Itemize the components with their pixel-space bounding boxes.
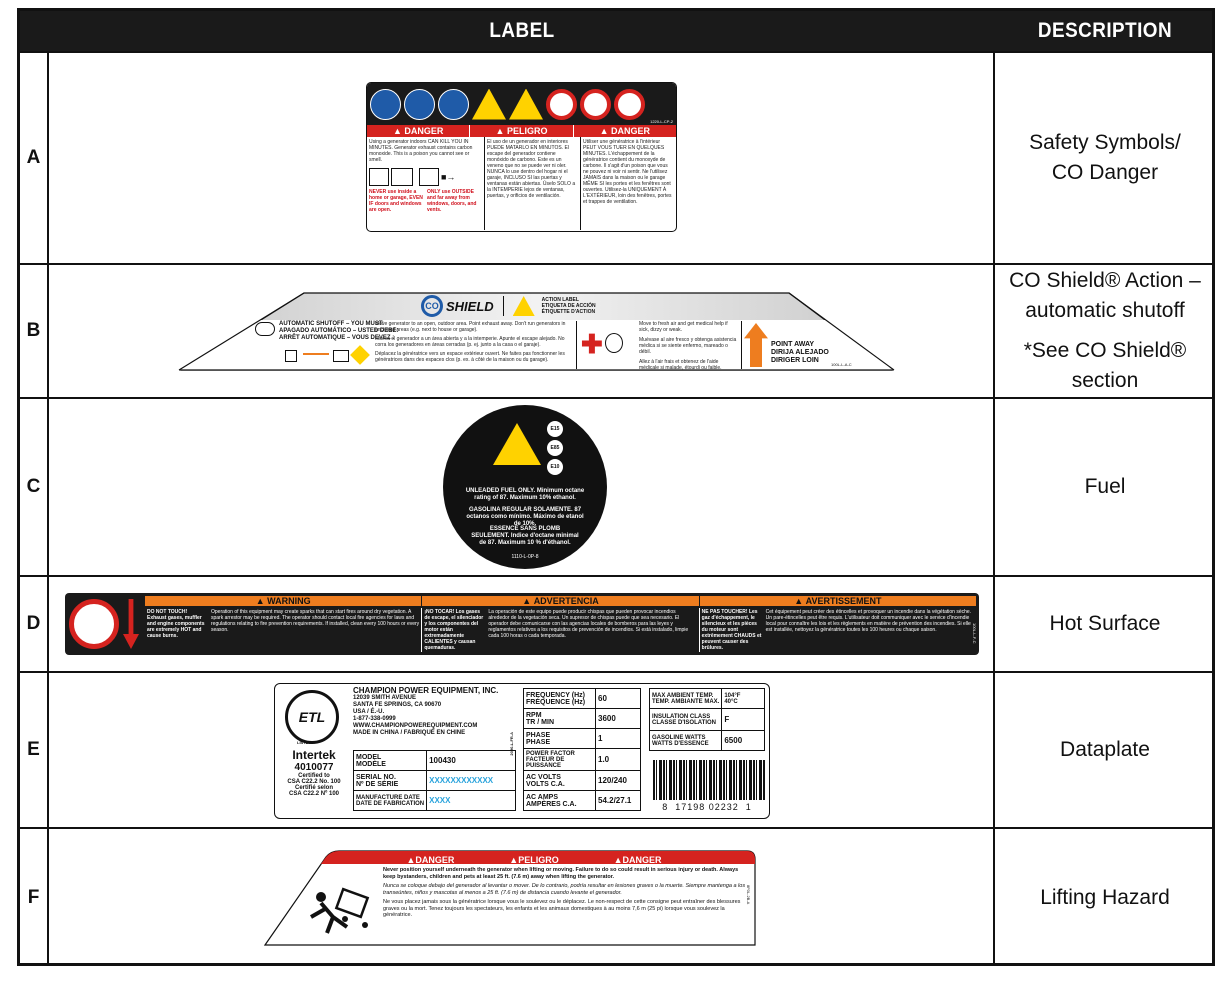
arrow-icon xyxy=(303,353,329,355)
transfer-switch-icon xyxy=(438,89,469,120)
row-letter: F xyxy=(20,829,49,966)
header-label: LABEL xyxy=(489,19,555,42)
header-description: DESCRIPTION xyxy=(1037,19,1173,42)
hot-surface-icon xyxy=(69,599,119,649)
never-text: NEVER use inside a home or garage, EVEN IF doors and windows are open. xyxy=(369,189,423,213)
read-manual-icon xyxy=(370,89,401,120)
model-value: 100430 xyxy=(427,751,516,771)
e15-badge: E15 xyxy=(547,421,563,437)
danger-column-fr xyxy=(581,137,676,230)
danger-header-text: PELIGRO xyxy=(518,855,559,865)
e10-badge: E10 xyxy=(547,459,563,475)
description-cell xyxy=(995,53,1215,263)
danger-header-es xyxy=(470,125,573,137)
warning-column-en xyxy=(145,608,422,652)
company-name: CHAMPION POWER EQUIPMENT, INC. xyxy=(353,686,499,695)
address-line: 1-877-338-0999 xyxy=(353,716,396,722)
help-es: Muévase al aire fresco y obtenga asistencia médica si se siente enfermo, mareado o débil. xyxy=(639,337,737,355)
lifting-hazard-icon xyxy=(307,887,377,937)
row-letter: C xyxy=(20,399,49,575)
warning-body-fr: Cet équipement peut créer des étincelles et provoquer un incendie dans la végétation sèche. Un pare-étincelles peut être requis. L'utilisateur doit communiquer avec le service d'incendie local pour connaître les lois et les règlements en matière de prévention des incendies. Si elle est installée, nettoyez la génératrice toutes les 100 heures ou chaque saison. xyxy=(765,609,972,633)
model-label: MODEL MODÈLE xyxy=(354,751,427,771)
divider xyxy=(576,321,577,369)
company-block xyxy=(353,686,498,737)
warning-body-en: Operation of this equipment may create sparks that can start fires around dry vegetation. A spark arrestor may be required. The operator should contact local fire agencies for laws and regulations relating to fire prevention requirements. If installed, clean every 100 hours or every season. xyxy=(211,609,420,633)
danger-text-en: Using a generator indoors CAN KILL YOU IN MINUTES. Generator exhaust contains carbon monoxide. This is a poison you cannot see or smell. xyxy=(369,139,473,163)
danger-header-text: DANGER xyxy=(415,855,455,865)
table-row-c xyxy=(20,397,1212,575)
warning-title-fr: NE PAS TOUCHER! Les gaz d'échappement, le silencieux et les pièces du moteur sont extrêmement CHAUDS et peuvent causer des brûlures. xyxy=(701,609,762,651)
table-row-a xyxy=(20,51,1212,263)
move-generator-text xyxy=(375,321,575,363)
fuel-label xyxy=(443,405,607,569)
label-cell xyxy=(49,53,995,263)
safety-co-danger-label xyxy=(366,82,677,232)
spec-label: RPM TR / MIN xyxy=(524,709,596,729)
hot-surface-label xyxy=(65,593,979,655)
specs-table xyxy=(523,688,641,811)
lifting-text-en: Never position yourself underneath the generator when lifting or moving. Failure to do so could result in serious injury or death. Always keep bystanders, children and pets at least 25 ft. (7.6 m) away when lifting the generator. xyxy=(383,867,739,880)
co-warning-icon xyxy=(513,296,535,316)
spec-value: 1.0 xyxy=(596,749,641,771)
point-away-text: POINT AWAY DIRIJA ALEJADO DIRIGER LOIN xyxy=(771,341,829,364)
safety-icon-strip xyxy=(367,83,676,125)
description-line: Dataplate xyxy=(1060,738,1150,761)
etl-text: ETL xyxy=(298,709,326,725)
danger-header-text: DANGER xyxy=(611,126,651,136)
table-row-f xyxy=(20,827,1212,966)
co-shield-logo xyxy=(421,295,596,317)
label-cell xyxy=(49,399,995,575)
fuel-text-fr: ESSENCE SANS PLOMB SEULEMENT. Indice d'octane minimal de 87. Maximum 10 % d'éthanol. xyxy=(471,526,579,546)
label-table xyxy=(17,8,1215,966)
etl-listed-mark xyxy=(285,690,339,744)
danger-header-text: PELIGRO xyxy=(506,126,548,136)
garage-icon xyxy=(391,168,413,186)
description-cell xyxy=(995,829,1215,966)
danger-header-es xyxy=(509,855,558,865)
co-shield-icon: CO xyxy=(421,295,443,317)
danger-header-fr xyxy=(574,125,676,137)
spec-label: INSULATION CLASS CLASSE D'ISOLATION xyxy=(650,709,722,731)
spec-value: 104°F 40°C xyxy=(722,689,765,709)
cert-line: CSA C22.2 Nº 100 xyxy=(289,791,339,797)
warning-header-text: ADVERTENCIA xyxy=(533,596,599,606)
table-row-d xyxy=(20,575,1212,671)
warning-column-fr xyxy=(700,608,976,652)
address-line: WWW.CHAMPIONPOWEREQUIPMENT.COM xyxy=(353,723,478,729)
warning-title-es: ¡NO TOCAR! Los gases de escape, el silenciador y los componentes del motor están extremadamente CALIENTES y causan quemaduras. xyxy=(424,609,484,651)
label-code: 100L-L-F-C xyxy=(972,623,977,644)
fire-hazard-icon xyxy=(509,89,543,120)
spec-value: 6500 xyxy=(722,731,765,751)
spec-value: F xyxy=(722,709,765,731)
warning-triangle-icon: ▲ xyxy=(495,126,507,136)
warning-triangle-icon: ▲ xyxy=(522,596,534,606)
cert-line: Certified to xyxy=(298,773,330,779)
barcode-digits: 8 17198 02232 1 xyxy=(662,802,752,812)
warning-header-text: WARNING xyxy=(267,596,311,606)
description-line: *See CO Shield® xyxy=(1023,339,1187,362)
e85-badge: E85 xyxy=(547,440,563,456)
description-line: CO Shield® Action – xyxy=(1009,269,1201,292)
serial-label: SERIAL NO. Nº DE SÉRIE xyxy=(354,771,427,791)
barcode xyxy=(653,760,765,800)
listed-text: LISTED xyxy=(297,740,312,745)
cert-line: CSA C22.2 No. 100 xyxy=(287,779,341,785)
model-table xyxy=(353,750,516,811)
serial-value: XXXXXXXXXXXX xyxy=(427,771,516,791)
certification-block xyxy=(279,748,349,797)
label-code: 8F0L-2B-A xyxy=(746,885,751,905)
label-cell xyxy=(49,577,995,671)
spec-value: 3600 xyxy=(596,709,641,729)
label-code: 100L-L-A-C xyxy=(831,362,852,367)
generator-icon xyxy=(333,350,349,362)
spec-label: AC VOLTS VOLTS C.A. xyxy=(524,771,596,791)
lifting-danger-headers xyxy=(379,855,689,865)
help-en: Move to fresh air and get medical help if sick, dizzy or weak. xyxy=(639,321,728,333)
fuel-text-en: UNLEADED FUEL ONLY. Minimum octane rating of 87. Maximum 10% ethanol. xyxy=(465,488,585,501)
down-arrow-icon xyxy=(123,599,139,649)
danger-text-fr: Utiliser une génératrice à l'intérieur PEUT VOUS TUER EN QUELQUES MINUTES. L'échappement de la génératrice contient du monoxyde de carbone. Il s'agit d'un poison que vous ne pouvez ni voir ni sentir. Ne l'utilisez JAMAIS dans la maison ou le garage MÊME SI les portes et les fenêtres sont ouvertes. Utilisez-la UNIQUEMENT À L'EXTÉRIEUR, loin des fenêtres, portes et trappes de ventilation. xyxy=(583,139,672,205)
address-line: SANTA FE SPRINGS, CA 90670 xyxy=(353,702,442,708)
warning-triangle-icon: ▲ xyxy=(613,855,623,865)
move-fr: Déplacez la génératrice vers un espace extérieur ouvert. Ne faites pas fonctionner les génératrices dans des espaces clos (p. ex. à côté de la maison ou du garage). xyxy=(375,351,565,363)
label-code: 1220-L-CP-2 xyxy=(650,119,673,124)
mfg-date-value: XXXX xyxy=(427,791,516,811)
row-letter: D xyxy=(20,577,49,671)
flammable-warning-icon xyxy=(493,423,541,465)
warning-title-en: DO NOT TOUCH! Exhaust gases, muffler and engine components are extremely HOT and cause burns. xyxy=(147,609,205,639)
distance-arrow-icon: ■→ xyxy=(441,172,456,182)
spec-value: 120/240 xyxy=(596,771,641,791)
divider xyxy=(741,321,742,369)
danger-header-text: DANGER xyxy=(622,855,662,865)
outside-house-icon xyxy=(419,168,439,186)
danger-header-en xyxy=(367,125,470,137)
shutoff-text: AUTOMATIC SHUTOFF – YOU MUST: APAGADO AUTOMÁTICO – USTED DEBE: ARRÊT AUTOMATIQUE – VOUS DEVEZ : xyxy=(279,321,399,341)
house-icon xyxy=(369,168,389,186)
only-text: ONLY use OUTSIDE and far away from windows, doors, and vents. xyxy=(427,189,477,213)
warning-triangle-icon: ▲ xyxy=(794,596,806,606)
table-row-e xyxy=(20,671,1212,827)
danger-header-en xyxy=(406,855,454,865)
label-cell xyxy=(49,829,995,966)
address-line: MADE IN CHINA / FABRIQUÉ EN CHINE xyxy=(353,730,466,736)
medical-help-text xyxy=(639,321,739,371)
crushed-person-icon xyxy=(307,887,377,937)
divider xyxy=(503,296,504,316)
co-shield-brand: SHIELD xyxy=(446,298,494,314)
row-letter: B xyxy=(20,265,49,397)
warning-triangle-icon: ▲ xyxy=(599,126,612,136)
table-row-b xyxy=(20,263,1212,397)
warning-header-en xyxy=(145,596,421,606)
spec-value: 60 xyxy=(596,689,641,709)
description-line: automatic shutoff xyxy=(1025,299,1185,322)
description-line: section xyxy=(1071,369,1139,392)
warning-triangle-icon: ▲ xyxy=(392,126,405,136)
spec-label: GASOLINE WATTS WATTS D'ESSENCE xyxy=(650,731,722,751)
help-fr: Allez à l'air frais et obtenez de l'aide médicale si malade, étourdi ou faible. xyxy=(639,359,722,371)
row-letter: A xyxy=(20,53,49,263)
no-rain-icon xyxy=(614,89,645,120)
warning-header-fr xyxy=(699,596,976,606)
danger-text-es: El uso de un generador en interiores PUEDE MATARLO EN MINUTOS. El escape del generador contiene monóxido de carbono. Este es un veneno que no se puede ver ni oler. NUNCA lo use dentro del hogar ni el garaje, INCLUSO SI las puertas y ventanas están abiertas. Úselo SOLO a la INTEMPERIE lejos de ventanas, puertas, y orificios de ventilación. xyxy=(487,139,576,199)
spec-value: 54.2/27.1 xyxy=(596,791,641,811)
row-letter: E xyxy=(20,673,49,827)
fuel-text-es: GASOLINA REGULAR SOLAMENTE. 87 octanos como mínimo. Máximo de etanol de 10%. xyxy=(466,507,584,527)
dataplate-label xyxy=(274,683,770,819)
description-cell xyxy=(995,399,1215,575)
warning-body-es: La operación de este equipo puede producir chispas que pueden provocar incendios alrededor de la vegetación seca. Un supresor de chispas puede que sea necesario. El operador debe comunicarse con las agencias locales de bomberos para las leyes y reglamentos relativos a los requisitos de prevención de incendios. Si está instalado, limpie cada 100 horas o cada temporada. xyxy=(488,609,689,639)
house-icon xyxy=(285,350,297,362)
danger-column-es xyxy=(485,137,581,230)
spec-label: POWER FACTOR FACTEUR DE PUISSANCE xyxy=(524,749,596,771)
spec-label: FREQUENCY (Hz) FRÉQUENCE (Hz) xyxy=(524,689,596,709)
lifting-text-fr: Ne vous placez jamais sous la génératrice lorsque vous le soulevez ou le déplacez. Le non-respect de cette consigne peut entraîner des blessures graves ou la mort. Tenez toujours les spectateurs, les enfants et les animaux domestiques à au moins 7,6 m (25 pi) lorsque vous soulevez la génératrice. xyxy=(383,899,741,918)
danger-header-text: DANGER xyxy=(404,126,444,136)
description-line: Fuel xyxy=(1084,475,1126,498)
warning-triangle-icon: ▲ xyxy=(255,596,268,606)
description-cell xyxy=(995,673,1215,827)
spec-label: MAX AMBIENT TEMP. TEMP. AMBIANTE MAX. xyxy=(650,689,722,709)
action-label-text: ACTION LABEL ETIQUETA DE ACCIÓN ÉTIQUETTE D'ACTION xyxy=(541,297,596,315)
no-smoking-icon xyxy=(580,89,611,120)
cert-number: 4010077 xyxy=(294,762,334,773)
spec-label: PHASE PHASE xyxy=(524,729,596,749)
label-cell xyxy=(49,265,995,397)
description-line: Lifting Hazard xyxy=(1040,885,1170,909)
spec-value: 1 xyxy=(596,729,641,749)
label-cell xyxy=(49,673,995,827)
warning-header-text: AVERTISSEMENT xyxy=(805,596,882,606)
description-line: Hot Surface xyxy=(1049,612,1161,635)
generator-location-icon xyxy=(404,89,435,120)
cert-line: Certifié selon xyxy=(294,785,333,791)
first-aid-cross-icon: ✚ xyxy=(581,329,603,359)
description-line: CO Danger xyxy=(1051,161,1159,184)
danger-column-en xyxy=(367,137,485,230)
move-es: Mueva el generador a un área abierta y a la intemperie. Apunte el escape alejado. No corra los generadores en áreas cerradas (p. ej. junto a la casa o el garaje). xyxy=(375,336,565,348)
warning-header-es xyxy=(421,596,698,606)
description-cell xyxy=(995,265,1215,397)
spec-label: AC AMPS AMPÈRES C.A. xyxy=(524,791,596,811)
description-line: Safety Symbols/ xyxy=(1029,131,1181,154)
address-line: USA / É.-U. xyxy=(353,709,385,715)
specs2-table xyxy=(649,688,765,751)
warning-column-es xyxy=(422,608,699,652)
warning-triangle-icon: ▲ xyxy=(509,855,519,865)
warning-triangle-icon: ▲ xyxy=(406,855,416,865)
table-header xyxy=(20,11,1212,51)
intertek-text: Intertek xyxy=(292,748,336,762)
label-code: 2090-L-FR-A xyxy=(509,732,514,756)
no-refuel-hot-icon xyxy=(546,89,577,120)
lifting-hazard-text xyxy=(383,867,749,919)
description-cell xyxy=(995,577,1215,671)
cloud-warning-icon xyxy=(255,322,275,336)
electric-shock-icon xyxy=(472,89,506,120)
label-code: 1110-L-0P-8 xyxy=(511,554,539,560)
dizzy-person-icon xyxy=(605,333,623,353)
address-line: 12039 SMITH AVENUE xyxy=(353,695,417,701)
lifting-text-es: Nunca se coloque debajo del generador al levantar o mover. De lo contrario, podría resultar en lesiones graves o la muerte. Siempre mantenga a los transeúntes, niños y mascotas al menos a 25 ft. (7.6 m) de distancia cuando levante el generador. xyxy=(383,883,746,896)
move-en: Move generator to an open, outdoor area. Point exhaust away. Don't run generators in enclosed areas (e.g. next to house or garage). xyxy=(375,321,566,333)
danger-header-fr xyxy=(614,855,662,865)
mfg-date-label: MANUFACTURE DATE DATE DE FABRICATION xyxy=(354,791,427,811)
